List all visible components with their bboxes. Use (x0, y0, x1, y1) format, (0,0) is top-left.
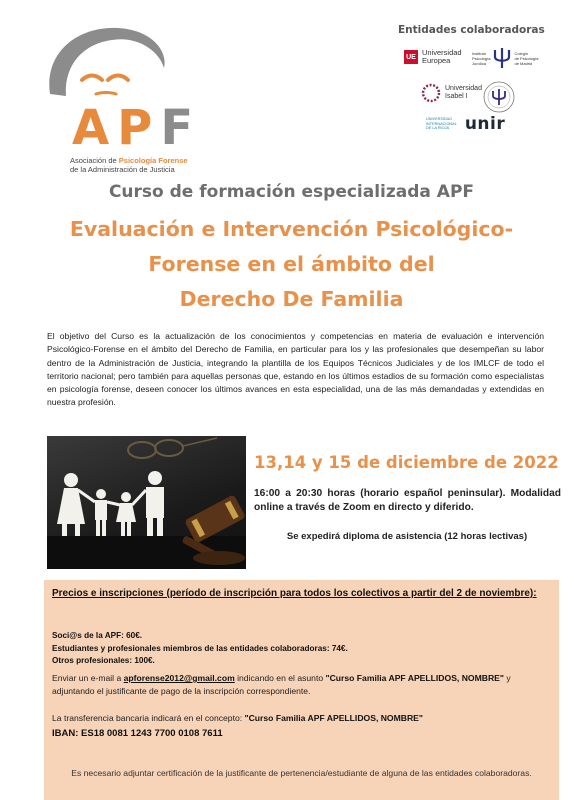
mail-subject: "Curso Familia APF APELLIDOS, NOMBRE" (325, 673, 504, 683)
partner-unir (426, 114, 505, 134)
iban: IBAN: ES18 0081 1243 7700 0108 7611 (52, 728, 223, 739)
mail-prefix: Enviar un e-mail a (52, 673, 124, 683)
price-item-estudiantes: Estudiantes y profesionales miembros de las entidades colaboradoras: 74€. (52, 644, 348, 653)
course-title-line-3: Derecho De Familia (179, 287, 404, 311)
membership-note: Es necesario adjuntar certificación de la justificante de pertenencia/estudiante de alguna de las entidades colaboradoras. (71, 768, 532, 778)
instituto-psicologia-name: Instituto Psicología Jurídica (472, 50, 491, 66)
mail-middle: indicando en el asunto (234, 673, 326, 683)
psi-logo-icon (493, 47, 511, 69)
colegio-psicologia-name: Colegio de Psicología de Madrid (514, 50, 539, 66)
course-title-line-1: Evaluación e Intervención Psicológico- (69, 217, 514, 241)
logo-letter-f: F (160, 100, 202, 156)
event-dates: 13,14 y 15 de diciembre de 2022 (254, 453, 559, 472)
isabel-name: Universidad Isabel I (445, 85, 482, 100)
partner-colegio-psicologia (472, 47, 538, 69)
email-link[interactable]: apforense2012@gmail.com (123, 673, 235, 683)
isabel-ring-icon (420, 82, 442, 104)
apf-logo (38, 22, 238, 174)
unir-fullname: UNIVERSIDAD INTERNACIONAL DE LA RIOJA (426, 117, 457, 131)
logo-subtitle-highlight: Psicología Forense (118, 156, 188, 165)
transfer-instructions (52, 713, 423, 723)
event-schedule: 16:00 a 20:30 horas (horario español peninsular). Modalidad online a través de Zoom en directo y diferido. (254, 488, 561, 513)
course-title-line-2: Forense en el ámbito del (148, 252, 435, 276)
family-gavel-photo (47, 436, 246, 569)
partner-universidad-europea (404, 49, 462, 65)
prices-box (44, 580, 559, 800)
logo-letter-p: P (117, 100, 161, 156)
universidad-europea-logo-icon: UE (404, 50, 418, 64)
price-item-otros: Otros profesionales: 100€. (52, 656, 155, 665)
logo-subtitle-prefix: Asociación de (70, 156, 119, 165)
prices-heading: Precios e inscripciones (período de inscripción para todos los colectivos a partir del 2 de noviembre): (52, 588, 537, 599)
universidad-europea-name: Universidad Europea (422, 48, 462, 65)
partner-universidad-isabel (420, 82, 482, 104)
diploma-note: Se expedirá diploma de asistencia (12 horas lectivas) (286, 531, 528, 542)
transfer-concept: "Curso Familia APF APELLIDOS, NOMBRE" (244, 713, 423, 723)
family-gavel-illustration (47, 436, 246, 569)
transfer-prefix: La transferencia bancaria indicará en el concepto: (52, 713, 245, 723)
mail-instructions (52, 672, 552, 698)
logo-subtitle (70, 156, 188, 174)
partners-title: Entidades colaboradoras (398, 24, 545, 36)
logo-acronym (72, 100, 201, 156)
course-title (0, 212, 583, 317)
psi-seal-icon (482, 80, 516, 114)
price-item-socios: Soci@s de la APF: 60€. (52, 631, 143, 640)
unir-brand: unir (464, 114, 506, 134)
mail-suffix: y adjuntando el justificante de pago de la inscripción correspondiente. (52, 673, 511, 696)
course-label: Curso de formación especializada APF (108, 182, 475, 202)
intro-paragraph: El objetivo del Curso es la actualización de los conocimientos y competencias en materia de evaluación e intervención Psicológico-Forense en el ámbito del Derecho de Familia, en particular para los y las profesionales que desempeñan su labor dentro de la Administración de Justicia, integrando la plantilla de los Equipos Técnicos Judiciales y de los IMLCF de todo el territorio nacional; pero también para aquellas personas que, estando en los últimos estadios de su formación como especialistas en psicología forense, deseen conocer los últimos avances en esta especialidad, una de las más demandadas y extendidas en nuestra profesión. (47, 331, 544, 408)
logo-letter-a: A (72, 100, 118, 156)
logo-subtitle-line2: de la Administración de Justicia (70, 165, 175, 174)
